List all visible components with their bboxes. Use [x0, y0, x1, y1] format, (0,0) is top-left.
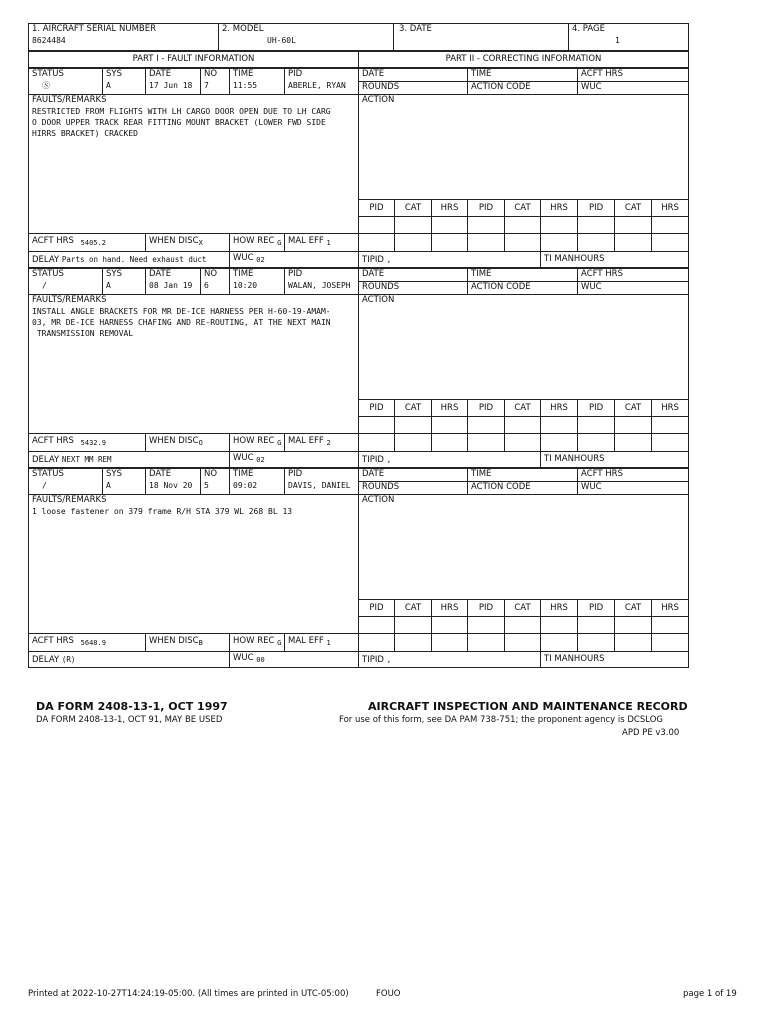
faults-remarks-label: FAULTS/REMARKS: [32, 295, 107, 305]
faults-remarks-label: FAULTS/REMARKS: [32, 95, 107, 105]
ti-manhours-label: TI MANHOURS: [544, 654, 605, 664]
action-hrs-header: HRS: [432, 600, 468, 617]
tipid-label: TIPID: [362, 654, 384, 665]
faults-remarks-cell: [29, 95, 359, 234]
action-entry-cell: [541, 417, 578, 434]
action-cat-header: CAT: [615, 600, 652, 617]
correct-time-cell: [468, 69, 578, 82]
acft-hrs-label: ACFT HRS: [32, 636, 74, 646]
fault-date-label: DATE: [149, 69, 172, 79]
fault-wuc-label: WUC: [233, 453, 254, 463]
action-entry-cell: [541, 234, 578, 252]
fault-date-value: 08 Jan 19: [149, 281, 193, 290]
status-symbol: Ⓢ: [42, 81, 50, 90]
acft-hrs-cell: [29, 434, 146, 452]
fault-time-value: 11:55: [233, 81, 258, 90]
how-rec-value: G: [277, 239, 282, 247]
action-entry-cell: [578, 234, 615, 252]
fault-time-cell: [230, 269, 285, 295]
action-cell: [359, 95, 689, 200]
correct-acft-hrs-cell: [578, 69, 689, 82]
fouo-marking: FOUO: [376, 989, 401, 999]
action-entry-cell: [541, 617, 578, 634]
correct-acft-hrs-cell: [578, 269, 689, 282]
action-entry-cell: [359, 234, 395, 252]
fault-time-label: TIME: [233, 269, 254, 279]
how-rec-value: G: [277, 639, 282, 647]
acft-hrs-cell: [29, 634, 146, 652]
parts-title-table: [28, 51, 689, 68]
action-entry-cell: [615, 417, 652, 434]
action-entry-cell: [359, 434, 395, 452]
correct-acft-hrs-cell: [578, 469, 689, 482]
fault-block: [28, 268, 689, 468]
fault-date-cell: [146, 69, 201, 95]
form-name: DA FORM 2408-13-1, OCT 1997: [36, 700, 228, 713]
action-entry-cell: [359, 217, 395, 234]
faults-remarks-cell: [29, 295, 359, 434]
fault-time-value: 10:20: [233, 281, 258, 290]
faults-remarks-cell: [29, 495, 359, 634]
correct-time-label: TIME: [471, 69, 492, 79]
how-rec-cell: [230, 234, 285, 252]
action-cat-header: CAT: [615, 200, 652, 217]
how-rec-cell: [230, 634, 285, 652]
mal-eff-cell: [285, 434, 359, 452]
faults-remarks-label: FAULTS/REMARKS: [32, 495, 107, 505]
serial-label: 1. AIRCRAFT SERIAL NUMBER: [32, 24, 157, 34]
action-entry-cell: [541, 634, 578, 652]
action-pid-header: PID: [578, 200, 615, 217]
when-disc-value: B: [198, 639, 203, 647]
correct-wuc-label: WUC: [581, 82, 602, 92]
header-table: [28, 23, 689, 51]
action-entry-cell: [505, 417, 541, 434]
action-entry-cell: [578, 617, 615, 634]
fault-time-cell: [230, 469, 285, 495]
when-disc-label: WHEN DISC: [149, 436, 199, 446]
fault-wuc-value: 00: [256, 656, 265, 664]
action-entry-cell: [432, 417, 468, 434]
part2-title: PART II - CORRECTING INFORMATION: [359, 52, 689, 68]
status-symbol: /: [42, 281, 47, 290]
fault-date-label: DATE: [149, 469, 172, 479]
action-hrs-header: HRS: [432, 400, 468, 417]
action-cat-header: CAT: [395, 400, 432, 417]
action-entry-cell: [505, 634, 541, 652]
delay-label: DELAY: [32, 454, 60, 465]
action-code-cell: [468, 482, 578, 495]
correct-date-label: DATE: [362, 469, 385, 479]
sys-label: SYS: [106, 269, 122, 279]
status-label: STATUS: [32, 469, 64, 479]
fault-wuc-cell: [230, 452, 359, 468]
action-hrs-header: HRS: [432, 200, 468, 217]
action-label: ACTION: [362, 95, 395, 105]
mal-eff-cell: [285, 234, 359, 252]
acft-hrs-value: 5405.2: [80, 239, 106, 247]
faults-remarks-text: RESTRICTED FROM FLIGHTS WITH LH CARGO DOOR OPEN DUE TO LH CARG O DOOR UPPER TRACK REAR FITTING MOUNT BRACKET (LOWER FWD SIDE HIRRS BRACKET) CRACKED: [32, 107, 331, 138]
how-rec-label: HOW REC: [233, 236, 275, 246]
correct-acft-hrs-label: ACFT HRS: [581, 69, 623, 79]
no-value: 5: [204, 481, 209, 490]
action-code-cell: [468, 82, 578, 95]
pid-value: DAVIS, DANIEL: [288, 481, 351, 490]
sys-label: SYS: [106, 69, 122, 79]
fault-date-value: 17 Jun 18: [149, 81, 193, 90]
action-cat-header: CAT: [505, 400, 541, 417]
version-label: APD PE v3.00: [622, 728, 680, 738]
pid-value: ABERLE, RYAN: [288, 81, 346, 90]
action-entry-cell: [395, 234, 432, 252]
action-entry-cell: [578, 217, 615, 234]
status-label: STATUS: [32, 69, 64, 79]
when-disc-label: WHEN DISC: [149, 236, 199, 246]
no-label: NO: [204, 69, 218, 79]
fault-wuc-value: 02: [256, 456, 265, 464]
status-label: STATUS: [32, 269, 64, 279]
no-value: 6: [204, 281, 209, 290]
printed-timestamp: Printed at 2022-10-27T14:24:19-05:00. (All times are printed in UTC-05:00): [28, 989, 349, 999]
action-entry-cell: [615, 217, 652, 234]
rounds-cell: [359, 482, 468, 495]
tipid-label: TIPID: [362, 254, 384, 265]
maintenance-form: [28, 23, 688, 668]
fault-time-label: TIME: [233, 469, 254, 479]
correct-date-cell: [359, 469, 468, 482]
correct-wuc-cell: [578, 482, 689, 495]
mal-eff-value: 1: [326, 239, 331, 247]
fault-wuc-label: WUC: [233, 653, 254, 663]
delay-value: NEXT MM REM: [61, 454, 112, 464]
correct-time-cell: [468, 469, 578, 482]
mal-eff-label: MAL EFF: [288, 436, 324, 446]
action-code-label: ACTION CODE: [471, 282, 531, 292]
correct-wuc-cell: [578, 82, 689, 95]
tipid-value: ,: [386, 654, 392, 664]
action-entry-cell: [505, 217, 541, 234]
acft-hrs-value: 5648.9: [80, 639, 106, 647]
action-pid-header: PID: [359, 200, 395, 217]
ti-manhours-cell: [541, 452, 689, 468]
action-hrs-header: HRS: [652, 200, 689, 217]
acft-hrs-label: ACFT HRS: [32, 436, 74, 446]
mal-eff-value: 2: [326, 439, 331, 447]
action-entry-cell: [432, 634, 468, 652]
page-value: 1: [615, 36, 620, 45]
action-cat-header: CAT: [505, 600, 541, 617]
action-entry-cell: [395, 617, 432, 634]
action-entry-cell: [468, 417, 505, 434]
serial-cell: [29, 24, 219, 51]
action-pid-header: PID: [468, 400, 505, 417]
action-entry-cell: [652, 217, 689, 234]
action-code-cell: [468, 282, 578, 295]
supersedes-note: DA FORM 2408-13-1, OCT 91, MAY BE USED: [36, 715, 223, 725]
action-code-label: ACTION CODE: [471, 82, 531, 92]
action-cell: [359, 495, 689, 600]
no-cell: [201, 469, 230, 495]
fault-time-cell: [230, 69, 285, 95]
no-cell: [201, 69, 230, 95]
action-label: ACTION: [362, 495, 395, 505]
correct-time-label: TIME: [471, 469, 492, 479]
model-label: 2. MODEL: [222, 24, 264, 34]
delay-label: DELAY: [32, 254, 60, 265]
action-entry-cell: [359, 617, 395, 634]
no-label: NO: [204, 469, 218, 479]
action-entry-cell: [395, 434, 432, 452]
action-entry-cell: [652, 417, 689, 434]
delay-value: Parts on hand. Need exhaust duct: [61, 254, 207, 264]
acft-hrs-value: 5432.9: [80, 439, 106, 447]
delay-cell: [29, 252, 230, 268]
tipid-cell: [359, 652, 541, 668]
how-rec-label: HOW REC: [233, 636, 275, 646]
how-rec-value: G: [277, 439, 282, 447]
rounds-cell: [359, 282, 468, 295]
action-entry-cell: [541, 434, 578, 452]
action-label: ACTION: [362, 295, 395, 305]
action-entry-cell: [578, 634, 615, 652]
fault-time-label: TIME: [233, 69, 254, 79]
mal-eff-label: MAL EFF: [288, 236, 324, 246]
pid-label: PID: [288, 269, 303, 279]
faults-remarks-text: 1 loose fastener on 379 frame R/H STA 379 WL 268 BL 13: [32, 507, 293, 516]
action-entry-cell: [578, 434, 615, 452]
rounds-label: ROUNDS: [362, 82, 400, 92]
action-entry-cell: [359, 417, 395, 434]
delay-label: DELAY: [32, 654, 60, 665]
action-entry-cell: [615, 234, 652, 252]
fault-block: [28, 468, 689, 668]
sys-value: A: [106, 481, 111, 490]
mal-eff-value: 1: [326, 639, 331, 647]
tipid-value: ,: [386, 454, 392, 464]
action-cat-header: CAT: [395, 600, 432, 617]
action-entry-cell: [615, 617, 652, 634]
tipid-cell: [359, 252, 541, 268]
fault-date-cell: [146, 269, 201, 295]
when-disc-label: WHEN DISC: [149, 636, 199, 646]
action-pid-header: PID: [578, 600, 615, 617]
action-pid-header: PID: [359, 400, 395, 417]
action-cat-header: CAT: [505, 200, 541, 217]
mal-eff-cell: [285, 634, 359, 652]
action-entry-cell: [505, 434, 541, 452]
correct-acft-hrs-label: ACFT HRS: [581, 269, 623, 279]
ti-manhours-cell: [541, 252, 689, 268]
model-cell: [219, 24, 394, 51]
sys-value: A: [106, 81, 111, 90]
date-label: 3. DATE: [399, 24, 432, 34]
date-cell: [394, 24, 569, 51]
action-entry-cell: [615, 434, 652, 452]
delay-cell: [29, 652, 230, 668]
serial-value: 8624484: [32, 36, 66, 45]
action-hrs-header: HRS: [652, 400, 689, 417]
action-entry-cell: [432, 234, 468, 252]
action-entry-cell: [432, 434, 468, 452]
rounds-label: ROUNDS: [362, 282, 400, 292]
action-entry-cell: [505, 234, 541, 252]
correct-acft-hrs-label: ACFT HRS: [581, 469, 623, 479]
fault-date-label: DATE: [149, 269, 172, 279]
action-entry-cell: [468, 634, 505, 652]
fault-wuc-cell: [230, 252, 359, 268]
correct-date-label: DATE: [362, 69, 385, 79]
tipid-value: ,: [386, 254, 392, 264]
part1-title: PART I - FAULT INFORMATION: [29, 52, 359, 68]
fault-block: [28, 68, 689, 268]
pid-label: PID: [288, 469, 303, 479]
status-cell: [29, 69, 103, 95]
rounds-label: ROUNDS: [362, 482, 400, 492]
correct-wuc-cell: [578, 282, 689, 295]
action-entry-cell: [652, 234, 689, 252]
page-cell: [569, 24, 689, 51]
model-value: UH-60L: [267, 36, 296, 45]
sys-label: SYS: [106, 469, 122, 479]
action-hrs-header: HRS: [541, 400, 578, 417]
action-pid-header: PID: [468, 600, 505, 617]
rounds-cell: [359, 82, 468, 95]
how-rec-label: HOW REC: [233, 436, 275, 446]
how-rec-cell: [230, 434, 285, 452]
action-cat-header: CAT: [615, 400, 652, 417]
fault-date-value: 18 Nov 20: [149, 481, 193, 490]
pid-cell: [285, 69, 359, 95]
action-entry-cell: [395, 634, 432, 652]
action-entry-cell: [468, 617, 505, 634]
action-code-label: ACTION CODE: [471, 482, 531, 492]
action-entry-cell: [395, 417, 432, 434]
fault-blocks: [28, 68, 688, 668]
delay-value: (R): [61, 654, 76, 664]
acft-hrs-cell: [29, 234, 146, 252]
page-count: page 1 of 19: [683, 989, 737, 999]
action-entry-cell: [652, 617, 689, 634]
ti-manhours-cell: [541, 652, 689, 668]
action-pid-header: PID: [468, 200, 505, 217]
pid-value: WALAN, JOSEPH: [288, 281, 351, 290]
tipid-label: TIPID: [362, 454, 384, 465]
mal-eff-label: MAL EFF: [288, 636, 324, 646]
action-entry-cell: [505, 617, 541, 634]
form-title: AIRCRAFT INSPECTION AND MAINTENANCE RECORD: [368, 700, 688, 713]
fault-time-value: 09:02: [233, 481, 258, 490]
action-entry-cell: [468, 234, 505, 252]
action-entry-cell: [615, 634, 652, 652]
correct-date-cell: [359, 269, 468, 282]
proponent-note: For use of this form, see DA PAM 738-751; the proponent agency is DCSLOG: [339, 715, 663, 725]
action-hrs-header: HRS: [652, 600, 689, 617]
when-disc-value: O: [198, 439, 203, 447]
correct-wuc-label: WUC: [581, 282, 602, 292]
action-cat-header: CAT: [395, 200, 432, 217]
status-symbol: /: [42, 481, 47, 490]
ti-manhours-label: TI MANHOURS: [544, 254, 605, 264]
when-disc-cell: [146, 634, 230, 652]
correct-wuc-label: WUC: [581, 482, 602, 492]
tipid-cell: [359, 452, 541, 468]
correct-time-label: TIME: [471, 269, 492, 279]
sys-cell: [103, 469, 146, 495]
action-hrs-header: HRS: [541, 600, 578, 617]
action-entry-cell: [395, 217, 432, 234]
action-entry-cell: [359, 634, 395, 652]
action-entry-cell: [652, 434, 689, 452]
correct-date-cell: [359, 69, 468, 82]
action-pid-header: PID: [578, 400, 615, 417]
action-entry-cell: [468, 217, 505, 234]
when-disc-cell: [146, 434, 230, 452]
pid-cell: [285, 469, 359, 495]
no-value: 7: [204, 81, 209, 90]
action-entry-cell: [432, 617, 468, 634]
ti-manhours-label: TI MANHOURS: [544, 454, 605, 464]
fault-date-cell: [146, 469, 201, 495]
status-cell: [29, 469, 103, 495]
delay-cell: [29, 452, 230, 468]
fault-wuc-label: WUC: [233, 253, 254, 263]
action-entry-cell: [652, 634, 689, 652]
no-label: NO: [204, 269, 218, 279]
sys-cell: [103, 269, 146, 295]
action-entry-cell: [468, 434, 505, 452]
faults-remarks-text: INSTALL ANGLE BRACKETS FOR MR DE-ICE HARNESS PER H-60-19-AMAM- 03, MR DE-ICE HARNESS CHAFING AND RE-ROUTING, AT THE NEXT MAIN TRANSMISSION REMOVAL: [32, 307, 331, 338]
fault-wuc-cell: [230, 652, 359, 668]
acft-hrs-label: ACFT HRS: [32, 236, 74, 246]
no-cell: [201, 269, 230, 295]
action-cell: [359, 295, 689, 400]
action-pid-header: PID: [359, 600, 395, 617]
page-label: 4. PAGE: [572, 24, 606, 34]
sys-value: A: [106, 281, 111, 290]
correct-date-label: DATE: [362, 269, 385, 279]
action-entry-cell: [432, 217, 468, 234]
fault-wuc-value: 02: [256, 256, 265, 264]
correct-time-cell: [468, 269, 578, 282]
action-entry-cell: [578, 417, 615, 434]
action-hrs-header: HRS: [541, 200, 578, 217]
when-disc-cell: [146, 234, 230, 252]
status-cell: [29, 269, 103, 295]
pid-label: PID: [288, 69, 303, 79]
sys-cell: [103, 69, 146, 95]
when-disc-value: X: [198, 239, 203, 247]
pid-cell: [285, 269, 359, 295]
action-entry-cell: [541, 217, 578, 234]
